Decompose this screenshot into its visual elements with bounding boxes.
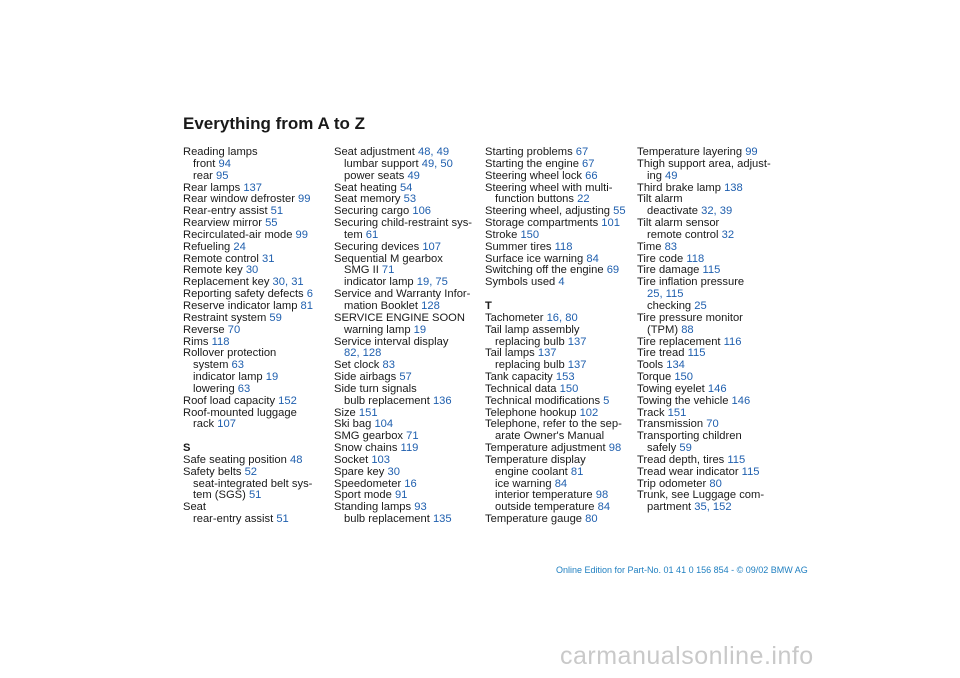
page-reference: 118: [686, 252, 705, 265]
index-subentry: [637, 502, 787, 514]
entry-term: Ski bag: [334, 418, 375, 431]
entry-term: Third brake lamp: [637, 181, 725, 194]
watermark: carmanualsonline.info: [560, 642, 814, 670]
index-subentry: [183, 419, 333, 431]
index-column-1: [183, 147, 333, 526]
entry-term: Temperature display: [485, 453, 586, 466]
entry-term: Telephone hookup: [485, 406, 580, 419]
index-subentry: [183, 514, 333, 526]
page-reference: 51: [276, 513, 289, 526]
entry-term: Steering wheel lock: [485, 169, 586, 182]
entry-term: indicator lamp: [193, 371, 266, 384]
entry-term: Securing devices: [334, 240, 423, 253]
page-reference: 5: [603, 394, 610, 407]
page-reference: 59: [269, 311, 282, 324]
page-reference: 19: [265, 371, 279, 384]
entry-term: ing: [647, 169, 666, 182]
entry-term: Set clock: [334, 359, 383, 372]
page-reference: 93: [414, 501, 427, 514]
entry-term: lowering: [193, 382, 238, 395]
page-reference: 99: [298, 193, 311, 206]
entry-term: seat-integrated belt sys-: [193, 477, 313, 490]
entry-term: Size: [334, 406, 359, 419]
page-reference: 32, 39: [701, 205, 733, 218]
page-reference: 91: [394, 489, 408, 502]
entry-term: replacing bulb: [495, 335, 568, 348]
entry-term: T: [485, 299, 492, 312]
entry-term: Time: [637, 240, 665, 253]
page-reference: 57: [399, 371, 412, 384]
page-reference: 80: [709, 477, 722, 490]
page-reference: 138: [724, 181, 743, 194]
entry-term: Reserve indicator lamp: [183, 299, 301, 312]
page-reference: 134: [666, 359, 685, 372]
page-reference: 30, 31: [272, 276, 304, 289]
page-reference: 118: [211, 335, 230, 348]
page-reference: 99: [745, 146, 758, 158]
page-reference: 116: [723, 335, 742, 348]
page-reference: 61: [365, 228, 379, 241]
index-column-2: [334, 147, 484, 526]
entry-term: replacing bulb: [495, 359, 568, 372]
page-reference: 115: [727, 453, 746, 466]
page-reference: 52: [244, 465, 258, 478]
page-reference: 70: [227, 323, 241, 336]
entry-term: tem: [344, 228, 366, 241]
entry-term: system: [193, 359, 232, 372]
page-reference: 83: [664, 240, 678, 253]
page-reference: 115: [702, 264, 721, 277]
entry-term: partment: [647, 501, 695, 514]
page-reference: 67: [575, 146, 589, 158]
entry-term: Sequential M gearbox: [334, 252, 443, 265]
entry-term: Technical data: [485, 382, 560, 395]
page-reference: 98: [608, 442, 622, 455]
entry-term: Tread depth, tires: [637, 453, 728, 466]
page-reference: 51: [248, 489, 262, 502]
page-reference: 104: [374, 418, 394, 431]
page-reference: 150: [520, 228, 540, 241]
entry-term: SMG gearbox: [334, 430, 407, 443]
page-reference: 119: [400, 442, 419, 455]
entry-term: safely: [647, 442, 680, 455]
page-reference: 99: [295, 228, 308, 241]
page-reference: 30: [245, 264, 259, 277]
entry-term: Thigh support area, adjust-: [637, 157, 771, 170]
entry-term: Rear-entry assist: [183, 205, 271, 218]
entry-term: Remote control: [183, 252, 262, 265]
page-reference: 137: [567, 335, 587, 348]
entry-term: Temperature adjustment: [485, 442, 609, 455]
entry-term: Storage compartments: [485, 217, 602, 230]
entry-term: Seat memory: [334, 193, 404, 206]
page-reference: 24: [233, 240, 246, 253]
entry-term: Starting problems: [485, 146, 576, 158]
page-reference: 146: [707, 382, 727, 395]
page-reference: 146: [731, 394, 751, 407]
page-reference: 4: [558, 276, 565, 289]
entry-term: Seat: [183, 501, 207, 514]
entry-term: Symbols used: [485, 276, 559, 289]
entry-term: Transporting children: [637, 430, 742, 443]
page-reference: 16: [404, 477, 417, 490]
entry-term: tem (SGS): [193, 489, 249, 502]
entry-term: Speedometer: [334, 477, 405, 490]
page-reference: 71: [381, 264, 395, 277]
entry-term: outside temperature: [495, 501, 598, 514]
entry-term: Trip odometer: [637, 477, 710, 490]
entry-term: Tire pressure monitor: [637, 311, 743, 324]
page-reference: 55: [613, 205, 626, 218]
entry-term: Tire replacement: [637, 335, 724, 348]
entry-term: warning lamp: [344, 323, 414, 336]
entry-term: Reverse: [183, 323, 228, 336]
page-reference: 35, 152: [694, 501, 732, 514]
page-reference: 25, 115: [647, 288, 684, 301]
entry-term: front: [193, 157, 219, 170]
page-reference: 49: [407, 169, 420, 182]
page-reference: 98: [595, 489, 609, 502]
index-entry: [485, 277, 635, 289]
entry-term: Tire inflation pressure: [637, 276, 745, 289]
entry-term: Refueling: [183, 240, 234, 253]
page-reference: 102: [579, 406, 599, 419]
entry-term: Side turn signals: [334, 382, 417, 395]
entry-term: Seat heating: [334, 181, 400, 194]
page-reference: 49: [665, 169, 678, 182]
page-reference: 49, 50: [421, 157, 453, 170]
page-reference: 107: [217, 418, 236, 431]
entry-term: Transmission: [637, 418, 707, 431]
entry-term: arate Owner's Manual: [495, 430, 605, 443]
entry-term: power seats: [344, 169, 408, 182]
page-reference: 150: [674, 371, 693, 384]
entry-term: Tail lamp assembly: [485, 323, 580, 336]
page-reference: 55: [265, 217, 278, 230]
entry-term: Towing the vehicle: [637, 394, 732, 407]
page-reference: 66: [585, 169, 598, 182]
entry-term: Service interval display: [334, 335, 449, 348]
entry-term: Tools: [637, 359, 667, 372]
page-reference: 54: [399, 181, 413, 194]
entry-term: Switching off the engine: [485, 264, 607, 277]
entry-term: Rims: [183, 335, 212, 348]
entry-term: Side airbags: [334, 371, 400, 384]
entry-term: rack: [193, 418, 218, 431]
page-reference: 81: [300, 299, 313, 312]
entry-term: Remote key: [183, 264, 246, 277]
page-reference: 82, 128: [344, 347, 382, 360]
entry-term: Service and Warranty Infor-: [334, 288, 471, 301]
page-reference: 107: [422, 240, 441, 253]
entry-term: Telephone, refer to the sep-: [485, 418, 622, 431]
entry-term: Towing eyelet: [637, 382, 708, 395]
page-reference: 31: [261, 252, 275, 265]
page-reference: 6: [306, 288, 313, 301]
entry-term: engine coolant: [495, 465, 571, 478]
section-gap: [485, 289, 635, 301]
entry-term: Steering wheel, adjusting: [485, 205, 614, 218]
page-reference: 19, 75: [416, 276, 448, 289]
page-reference: 137: [537, 347, 557, 360]
entry-term: (TPM): [647, 323, 682, 336]
entry-term: Trunk, see Luggage com-: [637, 489, 765, 502]
page-reference: 19: [413, 323, 427, 336]
page-reference: 95: [216, 169, 229, 182]
entry-term: Temperature layering: [637, 146, 746, 158]
entry-term: Tilt alarm: [637, 193, 683, 206]
entry-term: bulb replacement: [344, 513, 433, 526]
entry-term: Reading lamps: [183, 146, 258, 158]
entry-term: Track: [637, 406, 668, 419]
page-reference: 81: [570, 465, 584, 478]
entry-term: Seat adjustment: [334, 146, 418, 158]
entry-term: Rollover protection: [183, 347, 277, 360]
entry-term: Sport mode: [334, 489, 395, 502]
section-gap: [183, 431, 333, 443]
edition-footer: Online Edition for Part-No. 01 41 0 156 854 - © 09/02 BMW AG: [556, 565, 808, 575]
entry-term: Roof load capacity: [183, 394, 279, 407]
index-entry: [485, 514, 635, 526]
entry-term: Summer tires: [485, 240, 555, 253]
page-reference: 153: [555, 371, 575, 384]
page-reference: 152: [278, 394, 297, 407]
entry-term: Surface ice warning: [485, 252, 587, 265]
entry-term: SERVICE ENGINE SOON: [334, 311, 465, 324]
entry-term: Roof-mounted luggage: [183, 406, 297, 419]
entry-term: lumbar support: [344, 157, 422, 170]
page-reference: 106: [412, 205, 432, 218]
page-reference: 22: [577, 193, 590, 206]
entry-term: Tachometer: [485, 311, 547, 324]
page-reference: 30: [387, 465, 400, 478]
entry-term: Tire damage: [637, 264, 703, 277]
page-reference: 16, 80: [546, 311, 578, 324]
page-reference: 67: [582, 157, 595, 170]
page-reference: 135: [432, 513, 452, 526]
entry-term: rear-entry assist: [193, 513, 277, 526]
page-reference: 118: [554, 240, 573, 253]
entry-term: Tread wear indicator: [637, 465, 742, 478]
page-reference: 71: [406, 430, 419, 443]
entry-term: Recirculated-air mode: [183, 228, 296, 241]
entry-term: Tire tread: [637, 347, 688, 360]
entry-term: Steering wheel with multi-: [485, 181, 613, 194]
entry-term: Torque: [637, 371, 675, 384]
entry-term: Technical modifications: [485, 394, 604, 407]
page-reference: 137: [243, 181, 262, 194]
page-reference: 128: [421, 299, 440, 312]
page-reference: 151: [358, 406, 378, 419]
entry-term: checking: [647, 299, 695, 312]
page-reference: 115: [741, 465, 760, 478]
entry-term: ice warning: [495, 477, 555, 490]
entry-term: mation Booklet: [344, 299, 422, 312]
entry-term: Temperature gauge: [485, 513, 586, 526]
entry-term: Rear lamps: [183, 181, 244, 194]
entry-term: interior temperature: [495, 489, 596, 502]
entry-term: deactivate: [647, 205, 702, 218]
page-reference: 48, 49: [417, 146, 450, 158]
entry-term: bulb replacement: [344, 394, 433, 407]
entry-term: Safety belts: [183, 465, 245, 478]
entry-term: indicator lamp: [344, 276, 417, 289]
entry-term: Stroke: [485, 228, 521, 241]
entry-term: Tire code: [637, 252, 687, 265]
entry-term: Rear window defroster: [183, 193, 299, 206]
page-reference: 150: [559, 382, 579, 395]
page-reference: 53: [403, 193, 417, 206]
page-reference: 32: [721, 228, 735, 241]
entry-term: Securing child-restraint sys-: [334, 217, 473, 230]
entry-term: Socket: [334, 453, 372, 466]
page-reference: 103: [371, 453, 390, 466]
entry-term: remote control: [647, 228, 722, 241]
page-reference: 137: [567, 359, 587, 372]
page-reference: 84: [586, 252, 599, 265]
entry-term: Restraint system: [183, 311, 270, 324]
entry-term: Rearview mirror: [183, 217, 266, 230]
page-reference: 69: [606, 264, 620, 277]
page-reference: 48: [289, 453, 303, 466]
page-reference: 101: [601, 217, 620, 230]
page-reference: 63: [237, 382, 251, 395]
entry-term: Snow chains: [334, 442, 401, 455]
entry-term: SMG II: [344, 264, 382, 277]
page-reference: 70: [706, 418, 719, 431]
entry-term: rear: [193, 169, 217, 182]
page-reference: 80: [585, 513, 598, 526]
page-reference: 25: [694, 299, 707, 312]
entry-term: Securing cargo: [334, 205, 413, 218]
page-title: Everything from A to Z: [183, 114, 365, 133]
entry-term: Safe seating position: [183, 453, 290, 466]
entry-term: function buttons: [495, 193, 578, 206]
entry-term: Starting the engine: [485, 157, 583, 170]
page-reference: 83: [382, 359, 395, 372]
entry-term: Tail lamps: [485, 347, 538, 360]
page-reference: 88: [681, 323, 694, 336]
page-reference: 51: [270, 205, 284, 218]
entry-term: Replacement key: [183, 276, 273, 289]
entry-term: S: [183, 442, 191, 455]
entry-term: Spare key: [334, 465, 388, 478]
entry-term: Reporting safety defects: [183, 288, 307, 301]
index-column-4: [637, 147, 787, 514]
page-reference: 136: [432, 394, 452, 407]
page-reference: 151: [667, 406, 687, 419]
index-column-3: [485, 147, 635, 526]
page-reference: 63: [231, 359, 244, 372]
index-subentry: [334, 514, 484, 526]
page-reference: 59: [679, 442, 692, 455]
page-reference: 115: [687, 347, 706, 360]
page-reference: 94: [218, 157, 231, 170]
entry-term: Standing lamps: [334, 501, 415, 514]
page-reference: 84: [597, 501, 611, 514]
entry-term: Tilt alarm sensor: [637, 217, 720, 230]
page-reference: 84: [554, 477, 568, 490]
entry-term: Tank capacity: [485, 371, 556, 384]
